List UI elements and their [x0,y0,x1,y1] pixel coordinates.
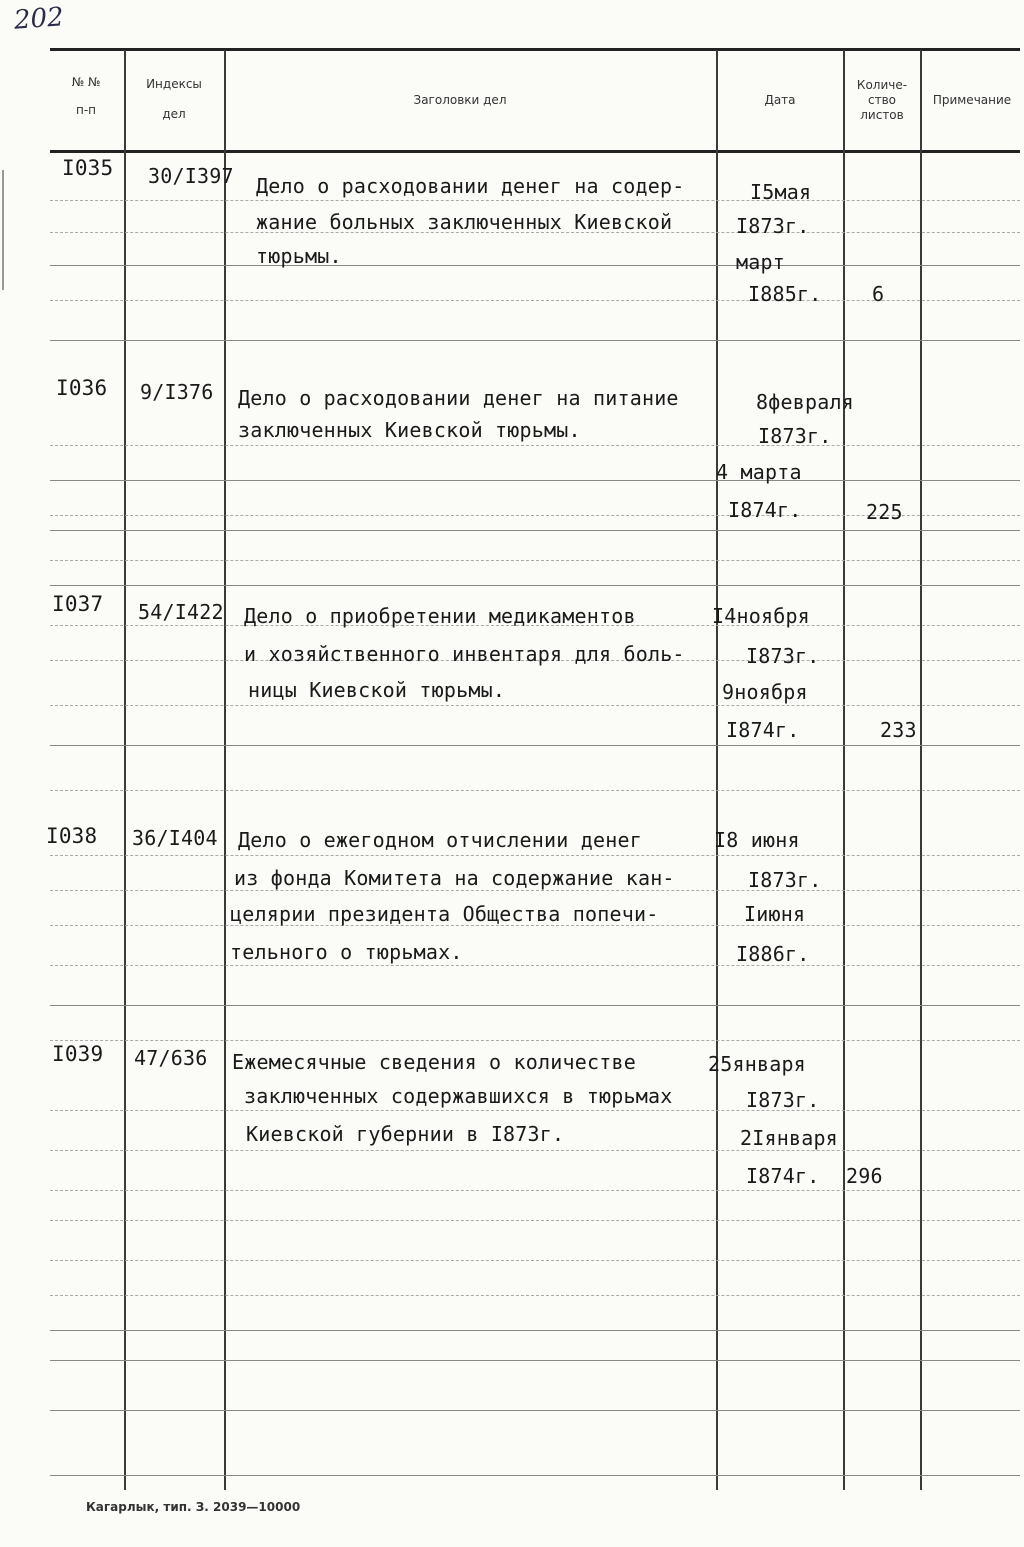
ruled-line [50,1190,1020,1192]
record-date-line: I873г. [746,644,820,668]
record-date-line: 4 марта [716,460,802,484]
ruled-line [50,265,1020,266]
ruled-line [50,1295,1020,1297]
ruled-line [50,530,1020,531]
ruled-line [50,1150,1020,1152]
ruled-line [50,705,1020,707]
header-num-cell [56,74,116,118]
header-count-line1: Количе- [856,78,908,92]
header-note-cell: Примечание [932,93,1012,107]
record-date-line: Iиюня [744,902,806,926]
record-number: I035 [62,156,114,180]
record-title-line: и хозяйственного инвентаря для боль- [244,642,685,666]
record-date-line: 25января [708,1052,806,1076]
record-title-line: жание больных заключенных Киевской [256,210,673,234]
ruled-line [50,340,1020,341]
header-count-line2: ство [867,93,896,107]
header-count-cell [844,78,920,123]
record-title-line: Киевской губернии в I873г. [246,1122,565,1146]
column-divider [716,50,718,1490]
record-date-line: март [736,250,785,274]
ruled-line [50,1040,1020,1042]
header-index-line1: Индексы [146,77,202,91]
record-date-line: 2Iянваря [740,1126,838,1150]
record-title-line: Ежемесячные сведения о количестве [232,1050,636,1074]
record-date-line: I873г. [758,424,832,448]
record-date-line: I886г. [736,942,810,966]
header-index-cell [128,76,220,122]
record-title-line: заключенных Киевской тюрьмы. [238,418,581,442]
column-divider [124,50,126,1490]
ruled-line [50,480,1020,481]
header-bottom-rule [50,150,1020,153]
header-title-cell: Заголовки дел [413,93,507,107]
record-title-line: ницы Киевской тюрьмы. [248,678,506,702]
record-number: I038 [46,824,98,848]
record-sheet-count: 225 [866,500,903,524]
record-index: 47/636 [134,1046,208,1070]
record-index: 54/I422 [138,600,224,624]
ruled-line [50,855,1020,857]
header-index-line2: дел [162,107,186,121]
record-date-line: I874г. [726,718,800,742]
ruled-line [50,1410,1020,1411]
record-title-line: из фонда Комитета на содержание кан- [234,866,675,890]
ruled-line [50,890,1020,892]
record-title-line: тюрьмы. [256,244,342,268]
record-date-line: I885г. [748,282,822,306]
ruled-line [50,1260,1020,1262]
ruled-line [50,790,1020,792]
header-date-cell: Дата [764,93,796,107]
ruled-line [50,1110,1020,1112]
record-title-line: Дело о расходовании денег на питание [238,386,679,410]
ruled-line [50,745,1020,746]
record-date-line: I873г. [746,1088,820,1112]
ruled-line [50,200,1020,202]
record-number: I039 [52,1042,104,1066]
ruled-line [50,1330,1020,1331]
table-top-rule [50,48,1020,51]
record-title-line: Дело о приобретении медикаментов [244,604,636,628]
ruled-line [50,1360,1020,1361]
record-title-line: тельного о тюрьмах. [230,940,463,964]
record-date-line: I873г. [736,214,810,238]
record-date-line: 8февраля [756,390,854,414]
ruled-line [50,1005,1020,1006]
record-index: 9/I376 [140,380,214,404]
record-sheet-count: 233 [880,718,917,742]
record-date-line: I8 июня [714,828,800,852]
margin-mark [2,170,4,290]
ruled-line [50,1220,1020,1222]
header-num-line2: п-п [75,103,97,117]
ruled-line [50,560,1020,562]
record-date-line: I874г. [746,1164,820,1188]
ruled-line [50,965,1020,967]
record-date-line: I4ноября [712,604,810,628]
record-date-line: I5мая [750,180,812,204]
record-sheet-count: 296 [846,1164,883,1188]
record-number: I037 [52,592,104,616]
record-sheet-count: 6 [872,282,885,306]
header-num-line1: № № [71,75,101,89]
handwritten-page-number: 202 [13,2,65,36]
record-title-line: Дело о расходовании денег на содер- [256,174,685,198]
column-divider [843,50,845,1490]
record-index: 36/I404 [132,826,218,850]
column-divider [920,50,922,1490]
record-number: I036 [56,376,108,400]
record-date-line: I873г. [748,868,822,892]
record-title-line: заключенных содержавшихся в тюрьмах [244,1084,673,1108]
record-date-line: 9ноября [722,680,808,704]
ruled-line [50,1475,1020,1476]
column-divider [224,50,226,1490]
ruled-line [50,445,1020,447]
record-date-line: I874г. [728,498,802,522]
printer-footer: Кагарлык, тип. З. 2039—10000 [86,1500,301,1514]
record-title-line: целярии президента Общества попечи- [230,902,659,926]
header-count-line3: листов [860,108,904,122]
record-title-line: Дело о ежегодном отчислении денег [238,828,642,852]
ruled-line [50,585,1020,586]
record-index: 30/I397 [148,164,234,188]
